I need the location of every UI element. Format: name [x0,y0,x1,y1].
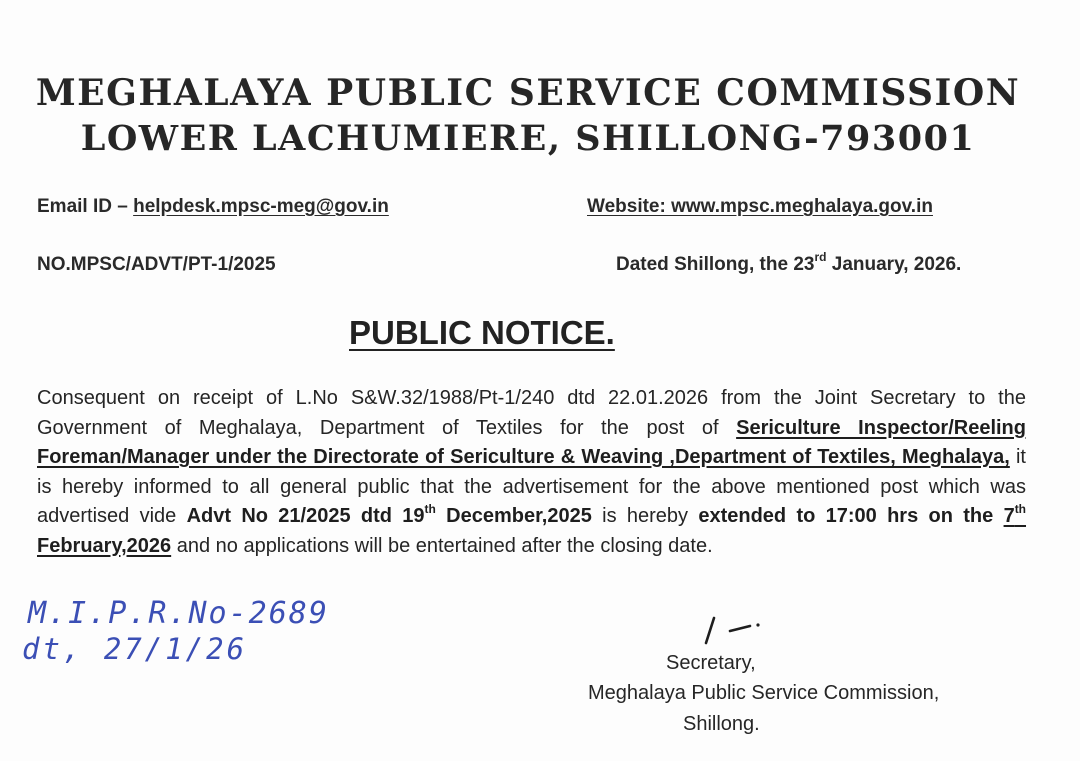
signature-mark [700,612,770,646]
signatory-organization: Meghalaya Public Service Commission, [588,682,940,704]
signature-stroke-2 [730,626,750,631]
handwritten-mipr-number: M.I.P.R.No-2689 [28,596,329,631]
body-part-4: and no applications will be entertained after the closing date. [171,534,713,557]
advt-suffix: December,2025 [435,505,592,527]
notice-title: PUBLIC NOTICE. [349,314,615,351]
signatory-designation: Secretary, [666,652,756,674]
date-suffix: January, 2026. [826,254,962,275]
advt-reference [186,502,592,527]
notice-date [616,250,962,276]
body-part-3: is hereby [591,505,699,527]
handwritten-date: dt, 27/1/26 [22,632,248,666]
body-part-2: it is hereby informed to all general public that the advertisement for the above mentioned post which was advertised vide [37,446,1026,527]
email-line [37,196,389,218]
signatory-city: Shillong. [683,713,760,735]
signature-dot [756,623,759,626]
commission-address: LOWER LACHUMIERE, SHILLONG-793001 [80,118,976,159]
advt-ordinal: th [424,502,436,516]
website-link[interactable]: Website: www.mpsc.meghalaya.gov.in [587,196,933,217]
date-ordinal: rd [814,250,827,264]
deadline-suffix: February,2026 [37,534,172,557]
reference-number: NO.MPSC/ADVT/PT-1/2025 [37,254,276,275]
signature-stroke-1 [706,618,714,643]
post-name: Sericulture Inspector/Reeling Foreman/Manager under the Directorate of Sericulture & Weaving ,Department of Textiles, Meghalaya, [37,416,1026,468]
email-link[interactable]: helpdesk.mpsc-meg@gov.in [133,196,389,217]
notice-body [37,384,1026,561]
email-label: Email ID – [37,196,134,217]
extended-text: extended to 17:00 hrs on the [698,505,1004,527]
deadline-prefix: 7 [1003,505,1015,527]
body-part-1: Consequent on receipt of L.No S&W.32/1988/Pt-1/240 dtd 22.01.2026 from the Joint Secretary to the Government of Meghalaya, Department of Textiles for the post of [37,387,1026,439]
date-prefix: Dated Shillong, the 23 [616,254,815,275]
deadline-ordinal: th [1014,502,1027,516]
advt-prefix: Advt No 21/2025 dtd 19 [186,505,425,527]
commission-name: MEGHALAYA PUBLIC SERVICE COMMISSION [35,72,1021,114]
